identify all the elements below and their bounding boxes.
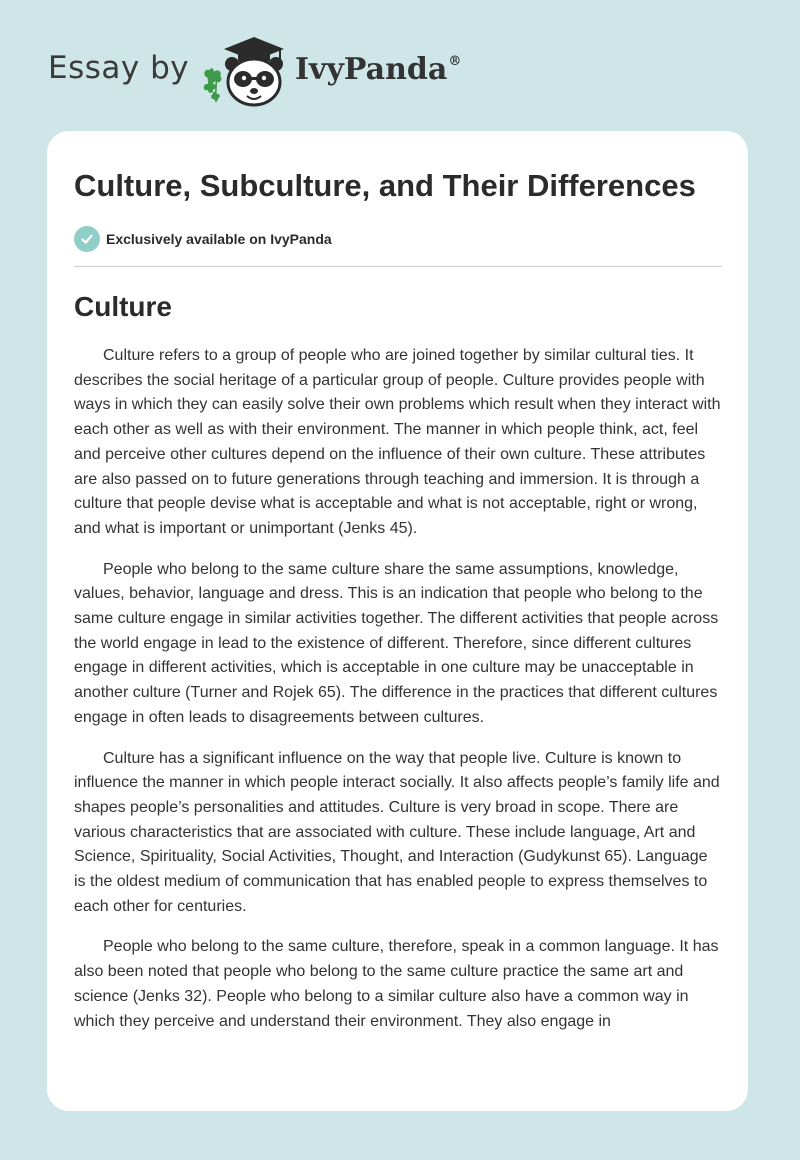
registered-mark: ® <box>448 54 462 69</box>
divider <box>74 266 722 267</box>
exclusive-badge-text: Exclusively available on IvyPanda <box>106 231 332 247</box>
page-title: Culture, Subculture, and Their Differences <box>74 168 696 203</box>
essay-by-label: Essay by <box>48 50 190 86</box>
panda-graduate-logo-icon[interactable] <box>200 32 292 110</box>
essay-card <box>47 131 748 1111</box>
brand-name[interactable]: IvyPanda® <box>295 52 462 87</box>
site-header <box>48 32 568 112</box>
paragraph: People who belong to the same culture, therefore, speak in a common language. It has also been noted that people who belong to the same culture practice the same art and science (Jenks 32). People who belong to a similar culture also have a common way in which they perceive and understand their environment. They also engage in <box>74 938 719 1030</box>
exclusive-badge <box>74 226 722 252</box>
paragraph: Culture refers to a group of people who are joined together by similar cultural ties. It describes the social heritage of a particular group of people. Culture provides people with ways in which they can easily solve their own problems which result when they interact with each other as well as with their environment. The manner in which people think, act, feel and perceive other cultures depend on the influence of their own culture. These attributes are also passed on to future generations through teaching and immersion. It is through a culture that people devise what is acceptable and what is not acceptable, right or wrong, and what is important or unimportant (Jenks 45). <box>74 347 721 537</box>
paragraph: People who belong to the same culture share the same assumptions, knowledge, values, behavior, language and dress. This is an indication that people who belong to the same culture engage in similar activities together. The different activities that people across the world engage in lead to the existence of different. Therefore, since different cultures engage in different activities, which is acceptable in one culture may be unacceptable in another culture (Turner and Rojek 65). The difference in the practices that different cultures engage in often leads to disagreements between cultures. <box>74 560 719 726</box>
check-circle-icon <box>74 226 100 252</box>
paragraph: Culture has a significant influence on the way that people live. Culture is known to influence the manner in which people interact socially. It also affects people’s family life and shapes people’s personalities and attitudes. Culture is very broad in scope. There are various characteristics that are associated with culture. These include language, Art and Science, Spirituality, Social Activities, Thought, and Interaction (Gudykunst 65). Language is the oldest medium of communication that has enabled people to express themselves to each other for centuries. <box>74 749 720 915</box>
section-heading: Culture <box>74 291 172 322</box>
